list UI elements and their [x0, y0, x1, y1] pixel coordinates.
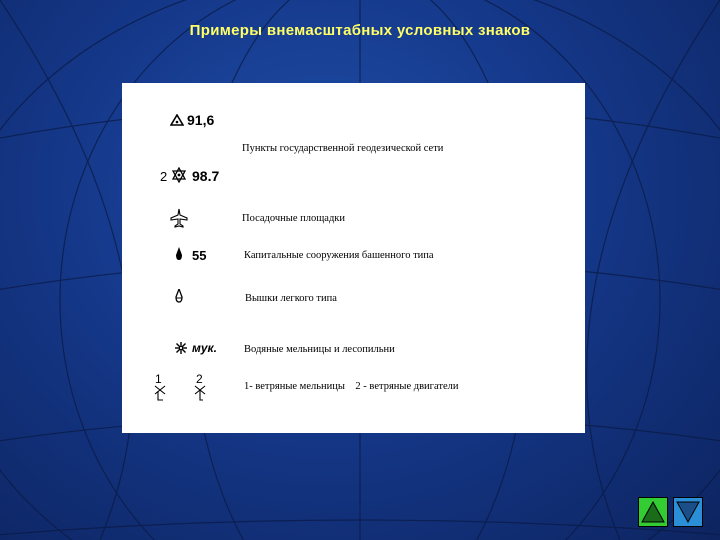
star-point-prefix: 2	[160, 169, 168, 184]
tower-icon	[175, 247, 183, 261]
label-geodetic-network: Пункты государственной геодезической сети	[242, 143, 444, 154]
label-capital-towers: Капитальные сооружения башенного типа	[244, 250, 434, 261]
geodetic-star-point-icon	[171, 167, 187, 183]
triangle-up-icon	[639, 498, 667, 526]
light-tower-icon	[175, 289, 183, 303]
windmill-icon	[153, 385, 167, 401]
label-light-towers: Вышки легкого типа	[245, 293, 337, 304]
mill-type-label: мук.	[192, 341, 217, 355]
label-water-mills: Водяные мельницы и лесопильни	[244, 344, 395, 355]
tower-height: 55	[192, 248, 207, 263]
triangle-point-elevation: 91,6	[187, 112, 215, 128]
wind-engine-icon	[193, 385, 207, 401]
slide-title: Примеры внемасштабных условных знаков	[189, 22, 531, 39]
label-wind-devices: 1- ветряные мельницы 2 - ветряные двигатели	[244, 381, 459, 392]
previous-slide-button[interactable]	[638, 497, 668, 527]
windmill-prefix-1: 1	[155, 372, 162, 386]
next-slide-button[interactable]	[673, 497, 703, 527]
symbols-panel	[122, 83, 585, 433]
airplane-icon	[170, 208, 188, 228]
mill-icon	[175, 342, 187, 354]
geodetic-triangle-point-icon	[170, 114, 184, 126]
windmill-prefix-2: 2	[196, 372, 203, 386]
triangle-down-icon	[674, 498, 702, 526]
star-point-elevation: 98.7	[192, 168, 220, 184]
label-landing-sites: Посадочные площадки	[242, 213, 346, 224]
